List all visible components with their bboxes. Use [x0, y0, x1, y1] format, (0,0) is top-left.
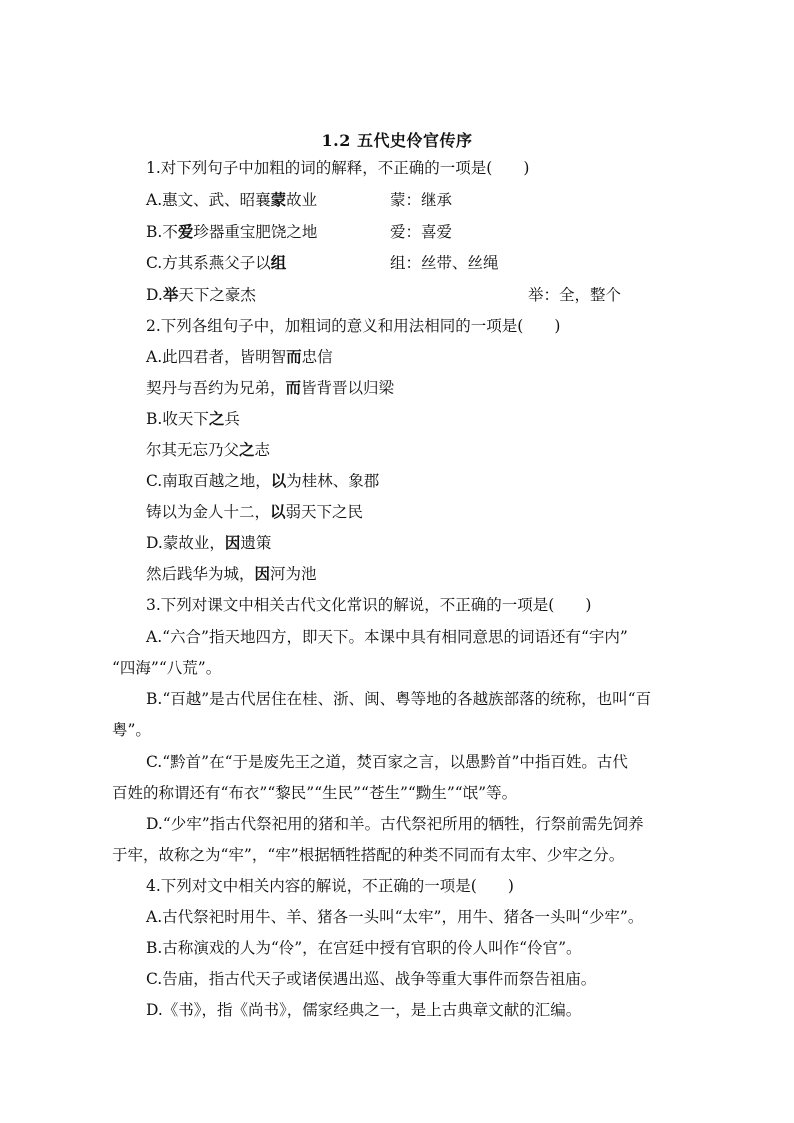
- bold-word: 因: [224, 533, 241, 552]
- q4-option-b: B.古称演戏的人为“伶”，在宫廷中授有官职的伶人叫作“伶官”。: [146, 939, 582, 957]
- option-label: A.: [146, 191, 163, 209]
- option-text: 弱天下之民: [285, 503, 364, 521]
- q4-option-c: C.告庙，指古代天子或诸侯遇出巡、战争等重大事件而祭告祖庙。: [146, 970, 597, 988]
- option-label: C.: [146, 472, 163, 490]
- option-text: 不: [162, 223, 178, 241]
- option-text: 惠文、武、昭襄: [162, 191, 271, 209]
- q1-option-c-definition: 组：丝带、丝绳: [390, 254, 499, 272]
- option-text: 契丹与吾约为兄弟，: [146, 379, 286, 397]
- option-text: 故业: [286, 191, 318, 209]
- question-1-stem: 1.对下列句子中加粗的词的解释，不正确的一项是( ): [146, 159, 530, 177]
- option-label: C.: [146, 254, 163, 272]
- option-text: 蒙故业，: [162, 534, 225, 552]
- bold-word: 以: [270, 502, 286, 521]
- bold-word: 举: [162, 285, 179, 304]
- option-text: 此四君者，皆明智: [162, 348, 287, 366]
- q2-option-c-line-1: [146, 471, 379, 491]
- q3-option-a-line-1: A.“六合”指天地四方，即天下。本课中具有相同意思的词语还有“宇内”: [146, 628, 628, 646]
- q3-option-d-line-1: D.“少牢”指古代祭祀用的猪和羊。古代祭祀所用的牺牲，行祭前需先饲养: [146, 815, 644, 833]
- option-label: A.: [146, 348, 163, 366]
- option-text: 然后践华为城，: [146, 565, 255, 583]
- q1-option-a: [146, 190, 317, 210]
- bold-word: 蒙: [270, 190, 287, 209]
- q1-option-d: [146, 285, 256, 305]
- bold-word: 而: [285, 378, 302, 397]
- q1-option-b-definition: 爱：喜爱: [390, 223, 453, 241]
- q3-option-b-line-1: B.“百越”是古代居住在桂、浙、闽、粤等地的各越族部落的统称，也叫“百: [146, 690, 652, 708]
- option-text: 天下之豪杰: [178, 286, 256, 304]
- q3-option-d-line-2: 于牢，故称之为“牢”，“牢”根据牺牲搭配的种类不同而有太牢、少牢之分。: [112, 846, 625, 864]
- q3-option-a-line-2: “四海”“八荒”。: [112, 659, 222, 677]
- option-text: 南取百越之地，: [162, 472, 271, 490]
- q2-option-a-line-1: [146, 347, 333, 367]
- bold-word: 爱: [177, 222, 194, 241]
- q2-option-d-line-1: [146, 533, 271, 553]
- q4-option-d: D.《书》，指《尚书》，儒家经典之一，是上古典章文献的汇编。: [146, 1001, 582, 1019]
- option-text: 方其系燕父子以: [162, 254, 271, 272]
- question-2-stem: 2.下列各组句子中，加粗词的意义和用法相同的一项是( ): [146, 317, 561, 335]
- option-text: 为桂林、象郡: [286, 472, 380, 490]
- page-title: 1.2 五代史伶官传序: [321, 131, 473, 150]
- q2-option-c-line-2: [146, 502, 363, 522]
- question-3-stem: 3.下列对课文中相关古代文化常识的解说，不正确的一项是( ): [146, 596, 592, 614]
- q1-option-b: [146, 222, 317, 242]
- q4-option-a: A.古代祭祀时用牛、羊、猪各一头叫“太牢”，用牛、猪各一头叫“少牢”。: [146, 908, 644, 926]
- option-text: 收天下: [162, 410, 209, 428]
- option-text: 珍器重宝肥饶之地: [193, 223, 318, 241]
- bold-word: 之: [239, 440, 255, 459]
- q1-option-a-definition: 蒙：继承: [390, 191, 453, 209]
- q1-option-c: [146, 253, 286, 273]
- bold-word: 组: [270, 253, 287, 272]
- q3-option-b-line-2: 粤”。: [112, 721, 151, 739]
- q1-option-d-definition: 举：全，整个: [528, 286, 622, 304]
- q2-option-d-line-2: [146, 564, 317, 584]
- option-label: D.: [146, 286, 163, 304]
- option-text: 兵: [224, 410, 240, 428]
- option-text: 河为池: [270, 565, 317, 583]
- option-text: 遗策: [240, 534, 272, 552]
- bold-word: 因: [254, 564, 271, 583]
- question-4-stem: 4.下列对文中相关内容的解说，不正确的一项是( ): [146, 877, 514, 895]
- q2-option-b-line-1: [146, 409, 240, 429]
- option-text: 忠信: [301, 348, 333, 366]
- option-text: 皆背晋以归梁: [301, 379, 395, 397]
- q2-option-b-line-2: [146, 440, 270, 460]
- option-text: 志: [254, 441, 271, 459]
- option-text: 铸以为金人十二，: [146, 503, 271, 521]
- bold-word: 之: [208, 409, 225, 428]
- option-label: D.: [146, 534, 163, 552]
- bold-word: 而: [286, 347, 302, 366]
- option-text: 尔其无忘乃父: [146, 441, 240, 459]
- q2-option-a-line-2: [146, 378, 394, 398]
- option-label: B.: [146, 410, 163, 428]
- q3-option-c-line-2: 百姓的称谓还有“布衣”“黎民”“生民”“苍生”“黝生”“氓”等。: [112, 784, 518, 802]
- option-label: B.: [146, 223, 163, 241]
- q3-option-c-line-1: C.“黔首”在“于是废先王之道，焚百家之言，以愚黔首”中指百姓。古代: [146, 753, 628, 771]
- bold-word: 以: [270, 471, 287, 490]
